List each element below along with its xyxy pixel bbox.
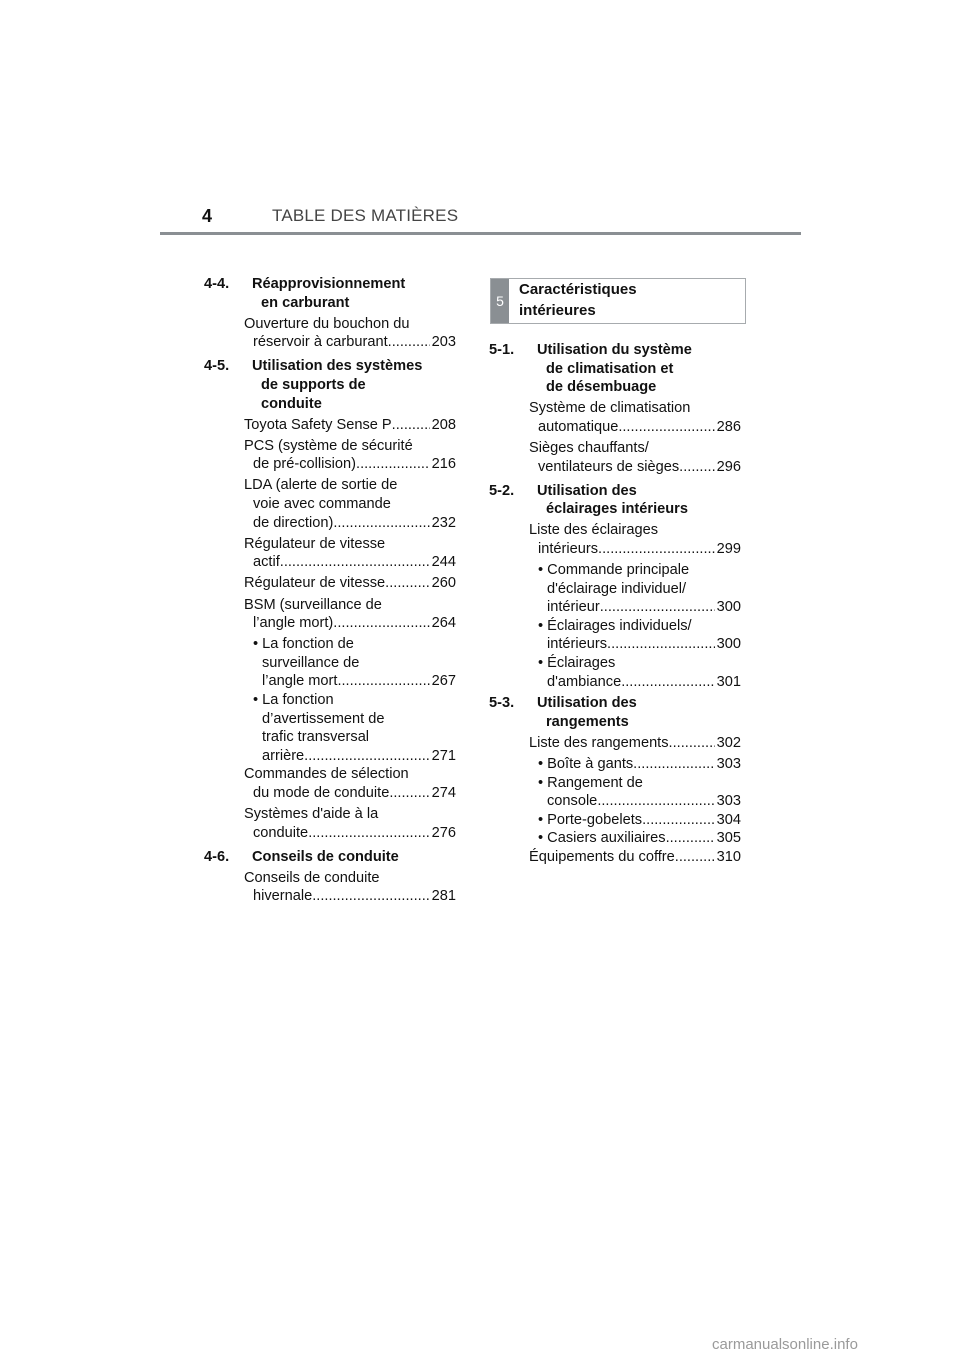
section-title[interactable] xyxy=(489,694,741,731)
toc-entry-text: Systèmes d'aide à la xyxy=(244,806,379,823)
toc-entry-text: BSM (surveillance de xyxy=(244,596,382,613)
toc-subentry[interactable] xyxy=(489,561,741,617)
toc-subentry[interactable] xyxy=(489,654,741,691)
toc-page-number: 301 xyxy=(716,673,741,690)
toc-entry-text: actif xyxy=(253,554,280,571)
toc-entry[interactable] xyxy=(204,476,456,532)
toc-subentry[interactable] xyxy=(489,811,741,830)
toc-subentry-text: l’angle mort xyxy=(262,673,338,690)
watermark: carmanualsonline.info xyxy=(712,1336,858,1353)
toc-page-number: 232 xyxy=(431,514,456,531)
toc-subentry-text: • Commande principale xyxy=(538,562,690,579)
toc-page-number: 260 xyxy=(431,575,456,592)
dot-leader xyxy=(642,811,715,830)
dot-leader xyxy=(607,635,715,654)
dot-leader xyxy=(312,887,429,906)
dot-leader xyxy=(621,673,714,692)
dot-leader xyxy=(333,614,429,633)
dot-leader xyxy=(337,672,429,691)
section-title[interactable] xyxy=(489,341,741,397)
toc-entry-text: automatique xyxy=(538,418,619,435)
section-title-line: éclairages intérieurs xyxy=(546,501,688,518)
section-number: 5-3. xyxy=(489,695,515,712)
toc-subentry-text: d'éclairage individuel/ xyxy=(547,580,687,597)
toc-entry-text: Liste des rangements xyxy=(529,734,669,751)
dot-leader xyxy=(679,458,714,477)
toc-entry[interactable] xyxy=(489,848,741,867)
toc-entry-text: Liste des éclairages xyxy=(529,522,658,539)
toc-entry-text: intérieurs xyxy=(538,540,599,557)
dot-leader xyxy=(600,598,715,617)
toc-page-number: 305 xyxy=(716,830,741,847)
toc-page-number: 216 xyxy=(431,456,456,473)
toc-entry[interactable] xyxy=(204,315,456,352)
section-number: 4-6. xyxy=(204,848,230,865)
toc-column-right xyxy=(489,341,741,872)
dot-leader xyxy=(666,829,715,848)
section-title-line: Utilisation des xyxy=(537,482,637,499)
toc-subentry-text: intérieurs xyxy=(547,636,608,653)
toc-page-number: 208 xyxy=(431,416,456,433)
toc-entry[interactable] xyxy=(489,734,741,753)
toc-subentry[interactable] xyxy=(489,755,741,774)
section-number: 5-1. xyxy=(489,342,515,358)
toc-entry-text: ventilateurs de sièges xyxy=(538,458,680,475)
toc-entry-text: Commandes de sélection xyxy=(244,766,409,783)
dot-leader xyxy=(356,455,430,474)
toc-entry-text: conduite xyxy=(253,824,309,841)
dot-leader xyxy=(308,824,429,843)
toc-entry-text: Conseils de conduite xyxy=(244,869,380,886)
toc-entry[interactable] xyxy=(204,437,456,474)
dot-leader xyxy=(597,792,714,811)
section-title-line: Utilisation des systèmes xyxy=(252,358,423,375)
section-title[interactable] xyxy=(204,848,456,867)
toc-subentry-text: trafic transversal xyxy=(262,729,370,746)
toc-subentry-text: arrière xyxy=(262,747,305,764)
toc-entry[interactable] xyxy=(204,765,456,802)
dot-leader xyxy=(633,755,714,774)
toc-page-number: 286 xyxy=(716,418,741,435)
section-title[interactable] xyxy=(204,357,456,413)
toc-entry-text: de pré-collision) xyxy=(253,456,357,473)
section-title-line: Réapprovisionnement xyxy=(252,276,406,292)
toc-entry-text: Régulateur de vitesse xyxy=(244,535,386,552)
toc-entry-text: réservoir à carburant xyxy=(253,334,388,351)
toc-subentry[interactable] xyxy=(204,691,456,765)
section-title-line: rangements xyxy=(546,713,629,730)
toc-page-number: 302 xyxy=(716,734,741,751)
toc-entry-text: Régulateur de vitesse xyxy=(244,575,386,592)
toc-page-number: 271 xyxy=(431,747,456,764)
section-title-line: en carburant xyxy=(261,294,350,311)
toc-entry-text: Toyota Safety Sense P xyxy=(244,416,392,433)
toc-subentry-text: • Casiers auxiliaires xyxy=(538,830,666,847)
toc-page-number: 244 xyxy=(431,554,456,571)
toc-entry[interactable] xyxy=(489,439,741,476)
section-title-line: Utilisation du système xyxy=(537,342,692,358)
section-title[interactable] xyxy=(204,275,456,312)
page-header xyxy=(0,0,960,240)
dot-leader xyxy=(388,333,430,352)
toc-entry[interactable] xyxy=(204,535,456,572)
toc-subentry[interactable] xyxy=(489,829,741,848)
toc-subentry-text: intérieur xyxy=(547,599,600,616)
section-number: 4-4. xyxy=(204,276,230,292)
section-title-line: de supports de xyxy=(261,376,366,393)
chapter-title xyxy=(519,280,637,321)
toc-page-number: 300 xyxy=(716,599,741,616)
chapter-title-line: intérieures xyxy=(519,301,596,319)
toc-subentry[interactable] xyxy=(204,635,456,691)
toc-subentry-text: • Éclairages individuels/ xyxy=(538,617,692,634)
toc-entry[interactable] xyxy=(204,805,456,842)
toc-entry[interactable] xyxy=(204,596,456,633)
section-title[interactable] xyxy=(489,482,741,519)
toc-subentry-text: • La fonction de xyxy=(253,636,354,653)
section-title-line: de climatisation et xyxy=(546,360,674,377)
section-title-line: conduite xyxy=(261,395,322,412)
toc-page-number: 300 xyxy=(716,636,741,653)
section-number: 5-2. xyxy=(489,482,515,499)
toc-entry-text: Ouverture du bouchon du xyxy=(244,315,410,332)
toc-subentry-text: • Rangement de xyxy=(538,774,643,791)
toc-page-number: 296 xyxy=(716,458,741,475)
toc-entry-text: Système de climatisation xyxy=(529,400,691,417)
toc-page-number: 303 xyxy=(716,755,741,772)
toc-entry-text: PCS (système de sécurité xyxy=(244,437,413,454)
toc-entry[interactable] xyxy=(204,869,456,906)
section-title-line: de désembuage xyxy=(546,379,657,396)
toc-entry[interactable] xyxy=(204,416,456,435)
toc-entry[interactable] xyxy=(489,521,741,558)
section-title-line: Utilisation des xyxy=(537,695,637,712)
dot-leader xyxy=(392,416,430,435)
page-title: TABLE DES MATIÈRES xyxy=(272,206,459,225)
toc-subentry-text: • La fonction xyxy=(253,691,334,708)
toc-page-number: 276 xyxy=(431,824,456,841)
section-number: 4-5. xyxy=(204,358,230,375)
dot-leader xyxy=(385,574,429,593)
toc-column-left xyxy=(204,275,456,912)
dot-leader xyxy=(280,553,430,572)
toc-entry-text: hivernale xyxy=(253,888,313,905)
dot-leader xyxy=(389,784,429,803)
toc-entry-text: LDA (alerte de sortie de xyxy=(244,477,398,494)
toc-page-number: 274 xyxy=(431,784,456,801)
section-title-line: Conseils de conduite xyxy=(252,848,399,865)
toc-subentry-text: surveillance de xyxy=(262,654,360,671)
chapter-heading xyxy=(490,278,746,324)
toc-entry[interactable] xyxy=(204,574,456,593)
chapter-tab: 5 xyxy=(491,279,509,323)
toc-subentry-text: d’avertissement de xyxy=(262,710,385,727)
toc-entry-text: l’angle mort) xyxy=(253,615,334,632)
dot-leader xyxy=(675,848,715,867)
toc-entry-text: de direction) xyxy=(253,514,334,531)
toc-entry-text: voie avec commande xyxy=(253,496,391,513)
toc-entry-text: Équipements du coffre xyxy=(529,848,675,865)
toc-page-number: 303 xyxy=(716,793,741,810)
toc-subentry-text: • Éclairages xyxy=(538,655,616,671)
toc-page-number: 281 xyxy=(431,888,456,905)
dot-leader xyxy=(333,514,429,533)
toc-page-number: 310 xyxy=(716,848,741,865)
toc-entry-text: Sièges chauffants/ xyxy=(529,439,649,456)
toc-subentry-text: d'ambiance xyxy=(547,673,622,690)
dot-leader xyxy=(669,734,715,753)
page-number: 4 xyxy=(202,206,213,226)
toc-page-number: 267 xyxy=(431,673,456,690)
toc-entry-text: du mode de conduite xyxy=(253,784,390,801)
toc-subentry-text: • Porte-gobelets xyxy=(538,811,643,828)
toc-subentry[interactable] xyxy=(489,617,741,654)
toc-subentry-text: • Boîte à gants xyxy=(538,755,634,772)
header-divider xyxy=(160,232,801,235)
toc-page-number: 264 xyxy=(431,615,456,632)
toc-subentry-text: console xyxy=(547,793,598,810)
toc-subentry[interactable] xyxy=(489,774,741,811)
dot-leader xyxy=(304,747,429,766)
chapter-title-line: Caractéristiques xyxy=(519,281,637,298)
toc-page-number: 299 xyxy=(716,540,741,557)
toc-page-number: 304 xyxy=(716,811,741,828)
toc-entry[interactable] xyxy=(489,399,741,436)
dot-leader xyxy=(618,418,714,437)
toc-page-number: 203 xyxy=(431,334,456,351)
dot-leader xyxy=(598,540,715,559)
